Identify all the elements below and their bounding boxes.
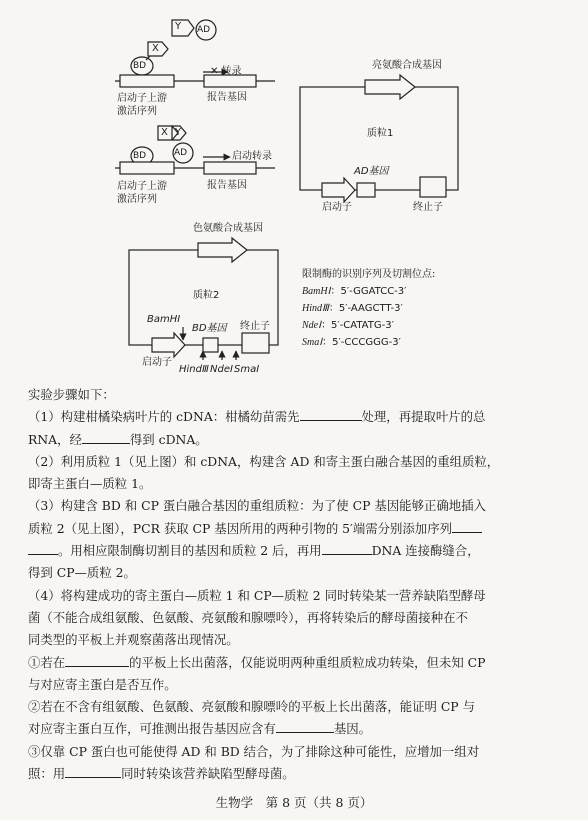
plasmid1-promoter-label: 启动子 (322, 202, 352, 213)
s2-text-b: 对应寄主蛋白互作，可推测出报告基因应含有 (28, 721, 276, 737)
answer-blank[interactable] (82, 429, 130, 444)
tryptophan-gene-label: 色氨酸合成基因 (193, 223, 263, 234)
question-4: （4）将构建成功的寄主蛋白—质粒 1 和 CP—质粒 2 同时转染某一营养缺陷型酵母 (28, 587, 486, 603)
sub-question-2: ②若在不含有组氨酸、色氨酸、亮氨酸和腺嘌呤的平板上长出菌落，能证明 CP 与 (28, 699, 475, 715)
figure-diagram (0, 0, 588, 380)
s2-text-c: 基因。 (333, 721, 371, 737)
plasmid2-promoter-arrow (152, 333, 185, 357)
plasmid2-promoter-label: 启动子 (142, 357, 172, 368)
transcription-blocked-label: ✕ 转录 (210, 66, 242, 77)
question-1 (28, 406, 564, 428)
q1-text-b: 处理，再提取叶片的总 (361, 409, 486, 425)
question-text (28, 384, 564, 785)
plasmid1-ad-gene-box (357, 183, 375, 197)
enzyme-row (302, 283, 435, 300)
s3-text-c: 同时转染该营养缺陷型酵母菌。 (121, 766, 295, 782)
sub-question-1 (28, 652, 564, 674)
enzyme-name: SmaⅠ (302, 337, 323, 348)
s3-text-b: 照：用 (28, 766, 66, 782)
plasmid1-promoter-arrow (322, 178, 355, 202)
answer-blank[interactable] (452, 518, 482, 533)
q1-text-c: RNA，经 (28, 431, 82, 447)
hindiii-label: HindⅢ (179, 364, 209, 375)
enzyme-name: HindⅢ (302, 303, 329, 314)
reporter-gene-label: 报告基因 (207, 92, 247, 103)
ad-label-2: AD (174, 148, 188, 158)
bd-label: BD (133, 61, 147, 71)
smai-label: SmaⅠ (234, 364, 260, 375)
plasmid2-terminator-label: 终止子 (240, 321, 270, 332)
figure-area (0, 0, 588, 380)
question-3-cont (28, 518, 564, 540)
question-3: （3）构建含 BD 和 CP 蛋白融合基因的重组质粒：为了使 CP 基因能够正确地插入 (28, 498, 486, 514)
leucine-gene-label: 亮氨酸合成基因 (372, 60, 442, 71)
answer-blank[interactable] (322, 540, 372, 555)
question-4-cont2: 同类型的平板上并观察菌落出现情况。 (28, 632, 239, 648)
plasmid1-terminator-label: 终止子 (413, 202, 443, 213)
x-label: X (152, 43, 159, 54)
enzyme-name: NdeⅠ (302, 320, 322, 331)
enzyme-seq: ：5′-CCCGGG-3′ (322, 337, 401, 348)
answer-blank[interactable] (276, 718, 334, 733)
y-label-2: Y (175, 127, 182, 138)
q3-text-d: DNA 连接酶缝合， (371, 543, 480, 559)
promoter-upstream-box (120, 75, 174, 87)
question-2-cont: 即寄主蛋白—质粒 1。 (28, 476, 152, 492)
leucine-gene-arrow (365, 75, 415, 99)
sub-question-3: ③仅靠 CP 蛋白也可能使得 AD 和 BD 结合，为了排除这种可能性，应增加一组对 (28, 743, 480, 759)
enzyme-seq: ：5′-AAGCTT-3′ (328, 303, 403, 314)
s1-text-b: 的平板上长出菌落，仅能说明两种重组质粒成功转染，但未知 CP (129, 654, 486, 670)
enzyme-row (302, 317, 435, 334)
q3-text-c: 。用相应限制酶切割目的基因和质粒 2 后，再用 (58, 543, 322, 559)
x-label-2: X (161, 127, 168, 138)
answer-blank[interactable] (300, 406, 362, 421)
y-label: Y (175, 21, 182, 32)
plasmid1-title: 质粒1 (367, 128, 394, 139)
q1-text-a: （1）构建柑橘染病叶片的 cDNA：柑橘幼苗需先 (28, 409, 300, 425)
bamhi-label: BamHⅠ (147, 314, 181, 325)
enzyme-seq: ：5′-GGATCC-3′ (330, 286, 407, 297)
promoter-upstream-label: 启动子上游 激活序列 (117, 93, 167, 117)
answer-blank[interactable] (65, 652, 129, 667)
bd-label-2: BD (133, 151, 147, 161)
ad-label: AD (197, 25, 211, 35)
question-4-cont: 菌（不能合成组氨酸、色氨酸、亮氨酸和腺嘌呤），再将转染后的酵母菌接种在不 (28, 609, 468, 625)
q1-text-d: 得到 cDNA。 (129, 431, 208, 447)
enzyme-seq: ：5′-CATATG-3′ (321, 320, 394, 331)
question-3-cont2 (28, 540, 564, 562)
plasmid1-ad-gene-label: AD基因 (354, 166, 389, 177)
answer-blank[interactable] (28, 540, 58, 555)
promoter-upstream-label-2: 启动子上游 激活序列 (117, 181, 167, 205)
enzyme-table-title: 限制酶的识别序列及切割位点: (302, 269, 436, 280)
plasmid1-terminator-box (420, 177, 446, 197)
tryptophan-gene-arrow (198, 238, 247, 262)
enzyme-row (302, 300, 435, 317)
sub-question-3-cont (28, 763, 564, 785)
ndei-label: NdeⅠ (210, 364, 233, 375)
transcription-on-label: 启动转录 (232, 151, 272, 162)
sub-question-1-cont: 与对应寄主蛋白是否互作。 (28, 676, 177, 692)
reporter-gene-label-2: 报告基因 (207, 180, 247, 191)
s1-text-a: ①若在 (28, 654, 66, 670)
question-3-cont3: 得到 CP—质粒 2。 (28, 565, 136, 581)
page-footer: 生物学 第 8 页（共 8 页） (215, 795, 373, 810)
q3-text-b: 质粒 2（见上图），PCR 获取 CP 基因所用的两种引物的 5′端需分别添加序列 (28, 520, 452, 536)
answer-blank[interactable] (65, 763, 121, 778)
enzyme-table (302, 266, 435, 351)
plasmid2-title: 质粒2 (193, 290, 220, 301)
enzyme-name: BamHⅠ (302, 286, 331, 297)
plasmid2-bd-gene-label: BD基因 (192, 323, 227, 334)
question-2: （2）利用质粒 1（见上图）和 cDNA，构建含 AD 和寄主蛋白融合基因的重组质粒， (28, 453, 500, 469)
plasmid2-bd-gene-box (203, 338, 218, 352)
plasmid2-terminator-box (242, 333, 269, 353)
sub-question-2-cont (28, 718, 564, 740)
steps-heading: 实验步骤如下： (28, 387, 115, 402)
question-1-cont (28, 429, 564, 451)
enzyme-row (302, 334, 435, 351)
